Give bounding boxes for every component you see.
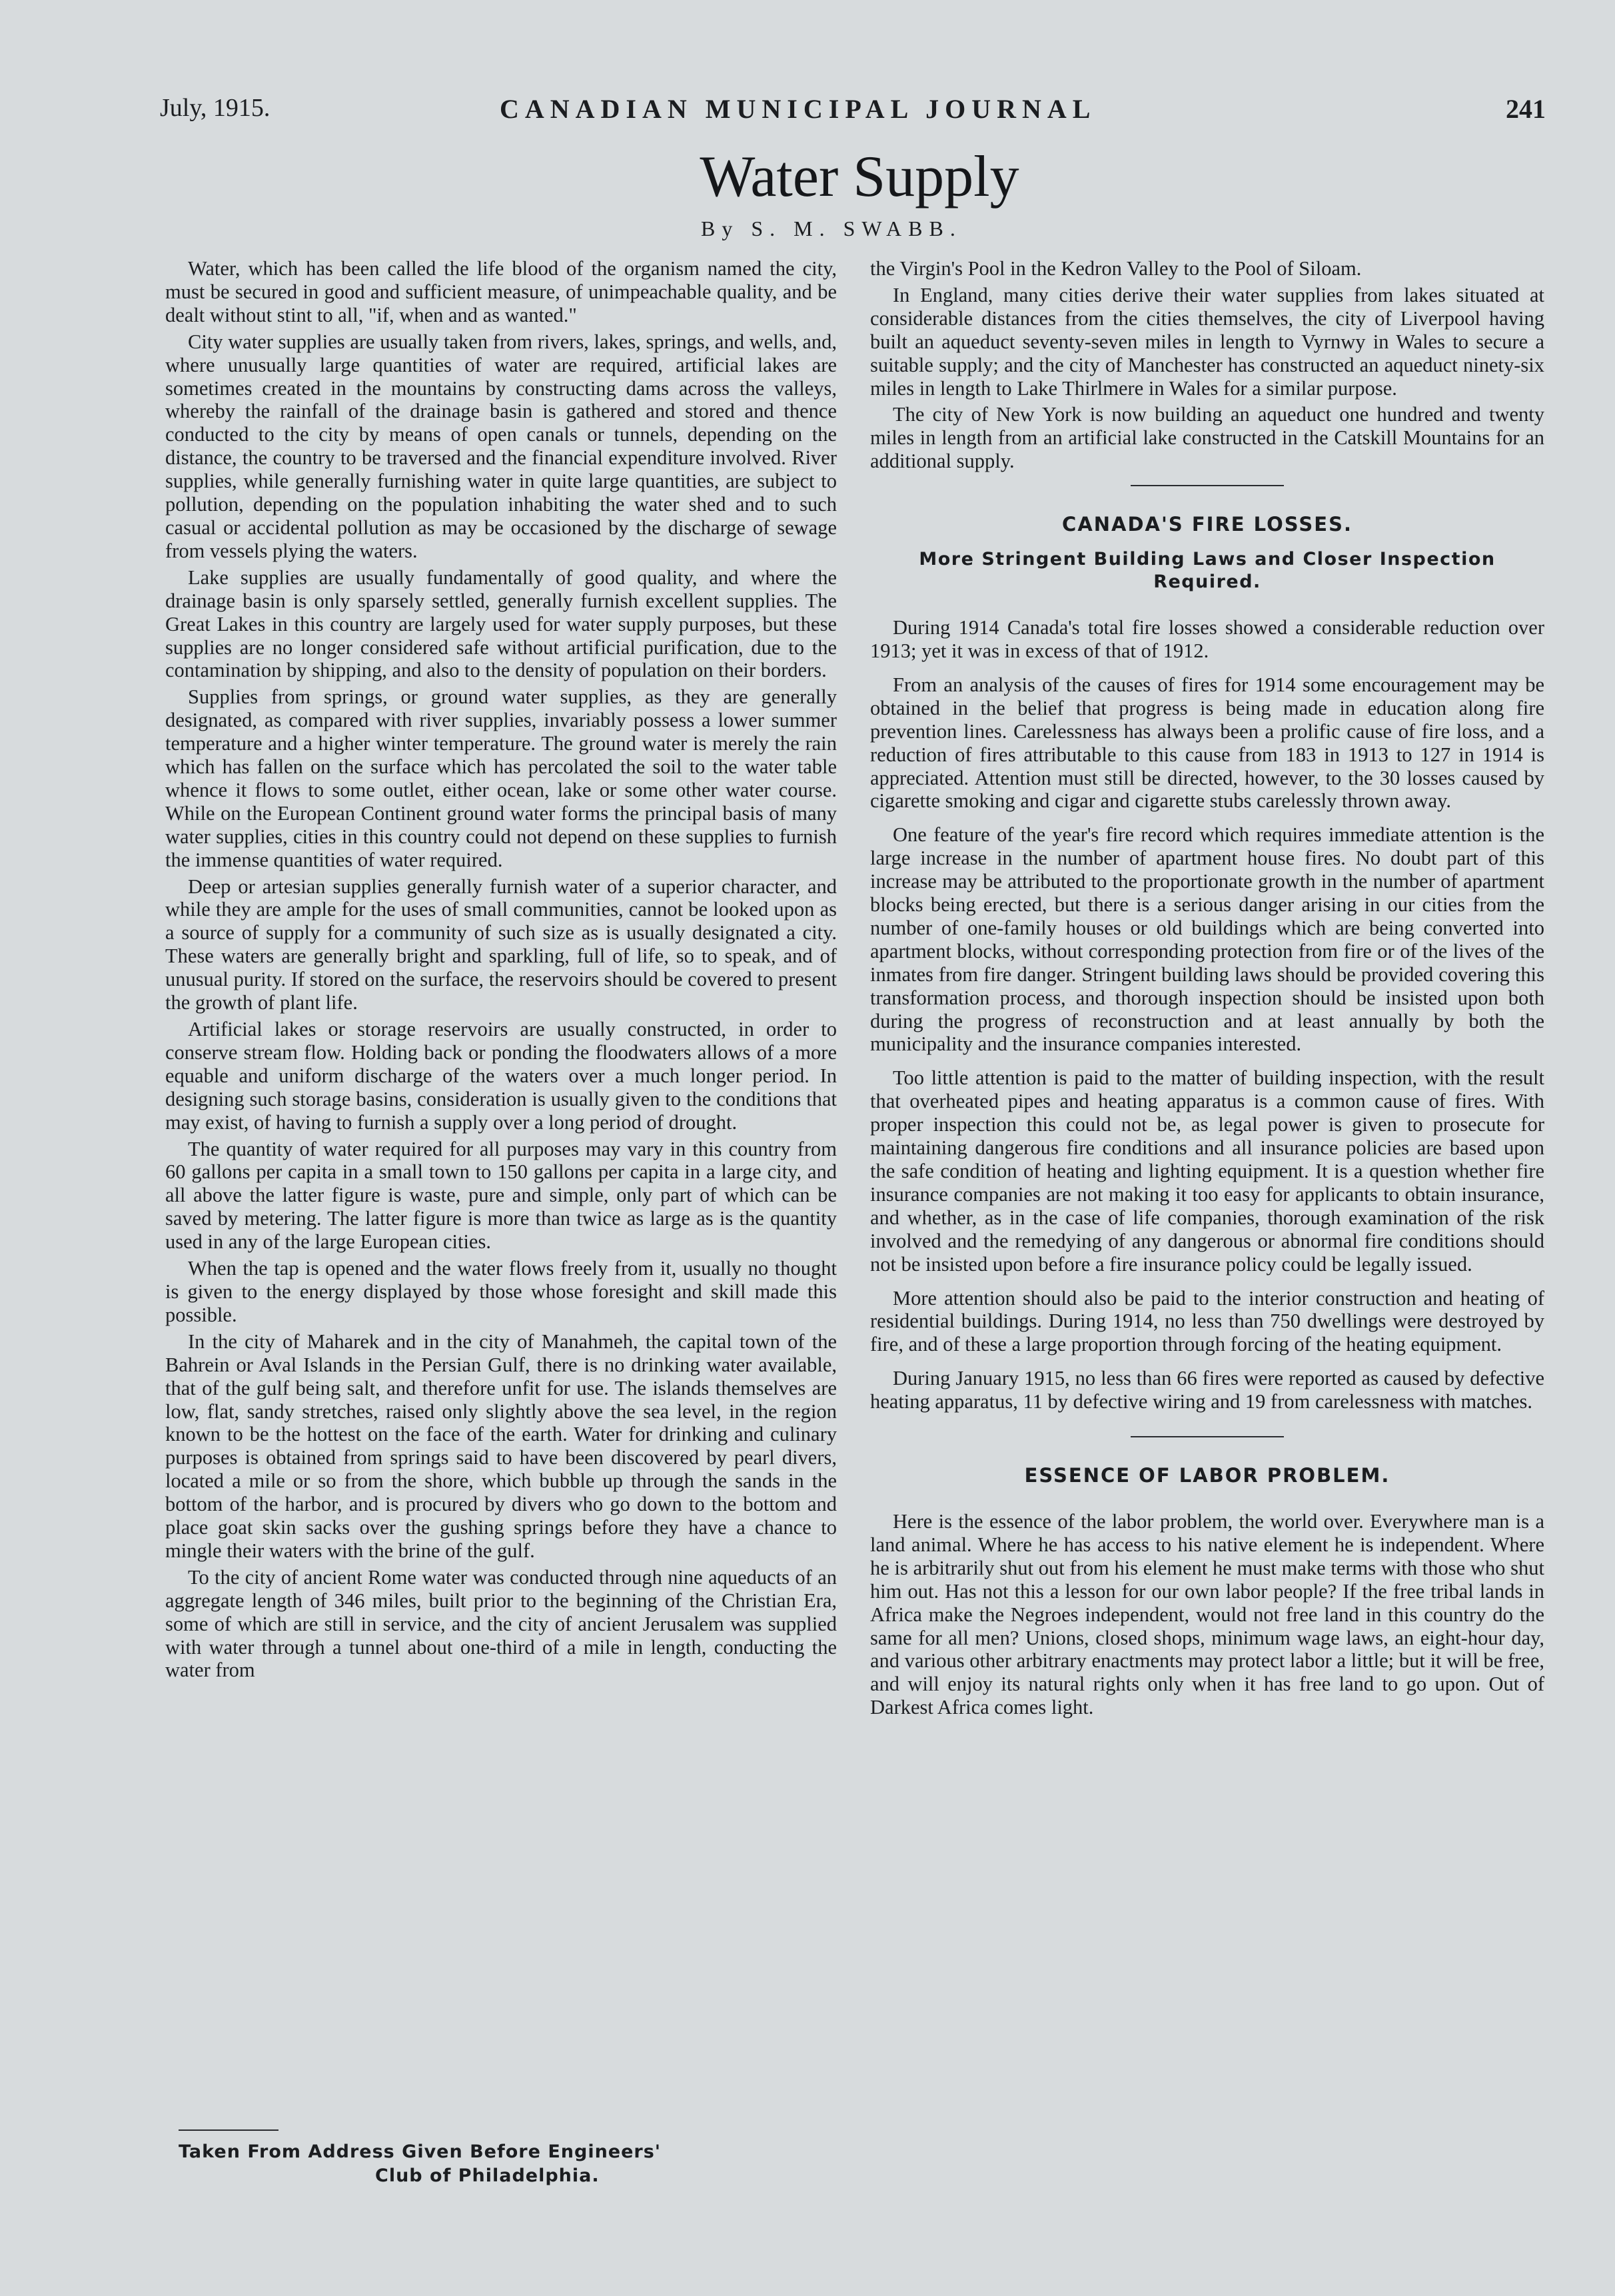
paragraph: Here is the essence of the labor problem, the world over. Everywhere man is a land animal. Where he has access to his native element he is independent. Where he is arbitrarily shut out from his element he must make terms with those who shut him out. Has not this a lesson for our own labor people? If the free tribal lands in Africa make the Negroes independent, would not free land in this country do the same for all men? Unions, closed shops, minimum wage laws, an eight-hour day, and various other arbitrary enactments may protect labor a little; but it will be free, and will enjoy its natural rights only when it has free land to go upon. Out of Darkest Africa comes light. [870, 1509, 1544, 1719]
footnote-line: Taken From Address Given Before Engineers' [179, 2141, 662, 2162]
footnote-rule [179, 2129, 278, 2131]
issue-date: July, 1915. [160, 94, 270, 122]
running-header [160, 93, 1546, 133]
left-column [165, 257, 837, 1685]
paragraph: In England, many cities derive their water supplies from lakes situated at considerable distances from the cities themselves, the city of Liverpool having built an aqueduct seventy-seven miles in length to Vyrnwy in Wales to secure a suitable supply; and the city of Manchester has constructed an aqueduct ninety-six miles in length to Lake Thirlmere in Wales for a similar purpose. [870, 283, 1544, 400]
paragraph: Artificial lakes or storage reservoirs are usually constructed, in order to conserve stream flow. Holding back or ponding the floodwaters allows of a more equable and uniform discharge of the waters over a much longer period. In designing such storage basins, consideration is usually given to the conditions that may exist, of having to furnish a supply over a long period of drought. [165, 1018, 837, 1134]
paragraph: During January 1915, no less than 66 fires were reported as caused by defective heating apparatus, 11 by defective wiring and 19 from carelessness with matches. [870, 1367, 1544, 1413]
section-divider [1131, 485, 1284, 486]
journal-name: CANADIAN MUNICIPAL JOURNAL [500, 94, 1097, 124]
fire-section-heading: CANADA'S FIRE LOSSES. [1062, 513, 1352, 536]
paragraph: City water supplies are usually taken from rivers, lakes, springs, and wells, and, where unusually large quantities of water are required, artificial lakes are sometimes created in the mountains by constructing dams across the valleys, whereby the rainfall of the drainage basin is gathered and stored and thence conducted to the city by means of open canals or tunnels, depending on the distance, the country to be traversed and the financial expenditure involved. River supplies, while generally furnishing water in quite large quantities, are subject to pollution, depending on the population inhabiting the water shed and to such casual or accidental pollution as may be occasioned by the discharge of sewage from vessels plying the waters. [165, 330, 837, 562]
paragraph: Water, which has been called the life blood of the organism named the city, must be secured in good and sufficient measure, of unimpeachable quality, and be dealt without stint to all, "if, when and as wanted." [165, 257, 837, 326]
paragraph: More attention should also be paid to the interior construction and heating of residential buildings. During 1914, no less than 750 dwellings were destroyed by fire, and of these a large proportion through forcing of the heating equipment. [870, 1286, 1544, 1356]
paragraph: One feature of the year's fire record which requires immediate attention is the large increase in the number of apartment house fires. No doubt part of this increase may be attributed to the proportionate growth in the number of apartment blocks being erected, but there is a serious danger arising in our cities from the number of one-family houses or old buildings which are being converted into apartment blocks, without corresponding protection from fire or of the lives of the inmates from fire danger. Stringent building laws should be provided covering this transformation process, and thorough inspection should be insisted upon both during the progress of reconstruction and at least annually by both the municipality and the insurance companies interested. [870, 823, 1544, 1056]
article-title: Water Supply [700, 145, 1019, 209]
right-column [870, 257, 1544, 1722]
labor-section-heading: ESSENCE OF LABOR PROBLEM. [1024, 1464, 1390, 1487]
paragraph: During 1914 Canada's total fire losses showed a considerable reduction over 1913; yet it was in excess of that of 1912. [870, 616, 1544, 662]
footnote-line: Club of Philadelphia. [375, 2165, 600, 2186]
section-divider [1131, 1436, 1284, 1437]
article-byline: By S. M. SWABB. [701, 216, 962, 240]
page-number: 241 [1506, 94, 1546, 124]
fire-section-subheading: More Stringent Building Laws and Closer Inspection Required. [919, 549, 1496, 593]
paragraph: Too little attention is paid to the matter of building inspection, with the result that overheated pipes and heating apparatus is a common cause of fires. With proper inspection this could not be, as legal power is given to prosecute for maintaining dangerous fire conditions and all insurance policies are based upon the safe condition of heating and lighting equipment. It is a question whether fire insurance companies are not making it too easy for applicants to obtain insurance, and whether, as in the case of life companies, thorough examination of the risk involved and the remedying of any dangerous or abnormal fire conditions should not be insisted upon before a fire insurance policy could be legally issued. [870, 1066, 1544, 1276]
footnote [179, 2140, 778, 2188]
paragraph: The quantity of water required for all purposes may vary in this country from 60 gallons per capita in a small town to 150 gallons per capita in a large city, and all above the latter figure is waste, pure and simple, only part of which can be saved by metering. The latter figure is more than twice as large as is the quantity used in any of the large European cities. [165, 1137, 837, 1254]
paragraph: Deep or artesian supplies generally furnish water of a superior character, and while they are ample for the uses of small communities, cannot be looked upon as a source of supply for a community of such size as is usually designated a city. These waters are generally bright and sparkling, full of life, so to speak, and of unusual purity. If stored on the surface, the reservoirs should be covered to present the growth of plant life. [165, 875, 837, 1014]
paragraph: When the tap is opened and the water flows freely from it, usually no thought is given to the energy displayed by those whose foresight and skill made this possible. [165, 1257, 837, 1326]
paragraph: The city of New York is now building an aqueduct one hundred and twenty miles in length from an artificial lake constructed in the Catskill Mountains for an additional supply. [870, 403, 1544, 473]
paragraph: Supplies from springs, or ground water supplies, as they are generally designated, as compared with river supplies, invariably possess a lower summer temperature and a higher winter temperature. The ground water is merely the rain which has fallen on the surface which has percolated the soil to the water table whence it flows to some outlet, either ocean, lake or some other water course. While on the European Continent ground water forms the principal basis of many water supplies, cities in this country could not depend on these supplies to furnish the immense quantities of water required. [165, 685, 837, 871]
paragraph: In the city of Maharek and in the city of Manahmeh, the capital town of the Bahrein or Aval Islands in the Persian Gulf, there is no drinking water available, that of the gulf being salt, and therefore unfit for use. The islands themselves are low, flat, sandy stretches, raised only slightly above the sea level, in the region known to be the hottest on the face of the earth. Water for drinking and culinary purposes is obtained from springs said to have been discovered by pearl divers, located a mile or so from the shore, which bubble up through the sands in the bottom of the harbor, and is procured by divers who go down to the bottom and place goat skin sacks over the gushing springs before they have a chance to mingle their waters with the brine of the gulf. [165, 1330, 837, 1562]
paragraph: From an analysis of the causes of fires for 1914 some encouragement may be obtained in the belief that progress is being made in education along fire prevention lines. Carelessness has always been a prolific cause of fire loss, and a reduction of fires attributable to this cause from 183 in 1913 to 127 in 1914 is appreciated. Attention must still be directed, however, to the 30 losses caused by cigarette smoking and cigar and cigarette stubs carelessly thrown away. [870, 673, 1544, 813]
paragraph: the Virgin's Pool in the Kedron Valley to the Pool of Siloam. [870, 257, 1362, 280]
paragraph: Lake supplies are usually fundamentally of good quality, and where the drainage basin is only sparsely settled, generally furnish excellent supplies. The Great Lakes in this country are largely used for water supply purposes, but these supplies are no longer considered safe without artificial purification, due to the contamination by shipping, and also to the density of population on their borders. [165, 566, 837, 682]
paragraph: To the city of ancient Rome water was conducted through nine aqueducts of an aggregate length of 346 miles, built prior to the beginning of the Christian Era, some of which are still in service, and the city of ancient Jerusalem was supplied with water through a tunnel about one-third of a mile in length, conducting the water from [165, 1565, 837, 1682]
